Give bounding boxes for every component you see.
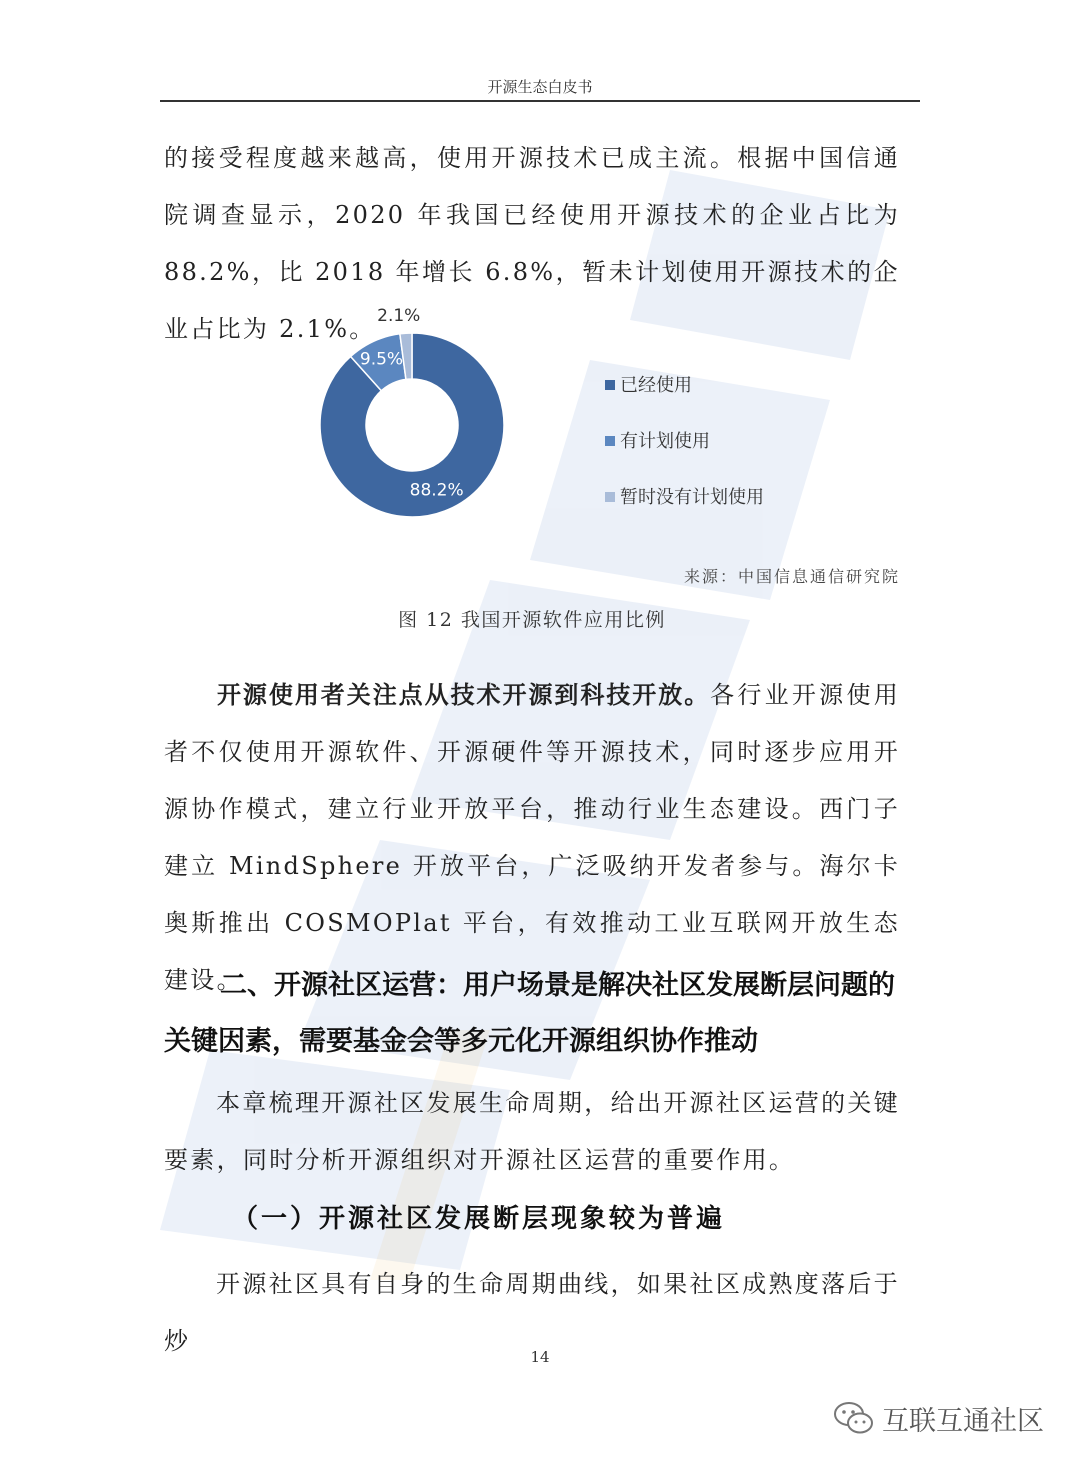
subsection-heading: （一）开源社区发展断层现象较为普遍 — [232, 1204, 726, 1234]
section-heading — [164, 958, 904, 1070]
paragraph-2-lead: 开源使用者关注点从技术开源到科技开放。 — [216, 681, 711, 709]
chart-canvas — [300, 305, 920, 545]
paragraph-1: 的接受程度越来越高，使用开源技术已成主流。根据中国信通院调查显示，2020 年我国已经使用开源技术的企业占比为 88.2%，比 2018 年增长 6.8%，暂未计划使用开源技术的企业占比为 2.1%。 — [164, 144, 900, 343]
figure-source: 来源：中国信息通信研究院 — [683, 567, 900, 586]
page-number: 14 — [530, 1348, 550, 1366]
account-name: 互联互通社区 — [882, 1405, 1044, 1437]
data-label-3: 2.1% — [377, 306, 421, 327]
legend-label-2: 有计划使用 — [620, 431, 710, 452]
paragraph-3-body: 本章梳理开源社区发展生命周期，给出开源社区运营的关键要素，同时分析开源组织对开源社区运营的重要作用。 — [164, 1089, 900, 1174]
header-rule — [160, 100, 920, 102]
section-heading-text: 二、开源社区运营：用户场景是解决社区发展断层问题的关键因素，需要基金会等多元化开源组织协作推动 — [164, 970, 895, 1057]
wechat-icon — [832, 1398, 876, 1438]
paragraph-4-body: 开源社区具有自身的生命周期曲线，如果社区成熟度落后于炒 — [164, 1270, 900, 1355]
figure-caption: 图 12 我国开源软件应用比例 — [398, 609, 666, 631]
wechat-account-badge — [832, 1398, 1044, 1438]
paragraph-3 — [164, 1075, 900, 1189]
data-label-2: 9.5% — [359, 349, 404, 370]
legend-swatch-3 — [605, 492, 615, 502]
data-label-1: 88.2% — [409, 480, 464, 501]
donut-chart — [300, 305, 920, 545]
legend-label-3: 暂时没有计划使用 — [620, 487, 764, 508]
paragraph-2-body: 各行业开源使用者不仅使用开源软件、开源硬件等开源技术，同时逐步应用开源协作模式，建立行业开放平台，推动行业生态建设。西门子建立 MindSphere 开放平台，广泛吸纳开发者参与。海尔卡奥斯推出 COSMOPlat 平台，有效推动工业互联网开放生态建设。 — [164, 681, 900, 994]
legend-swatch-1 — [605, 380, 615, 390]
legend-swatch-2 — [605, 436, 615, 446]
legend-label-1: 已经使用 — [620, 375, 692, 396]
running-header: 开源生态白皮书 — [487, 78, 593, 96]
